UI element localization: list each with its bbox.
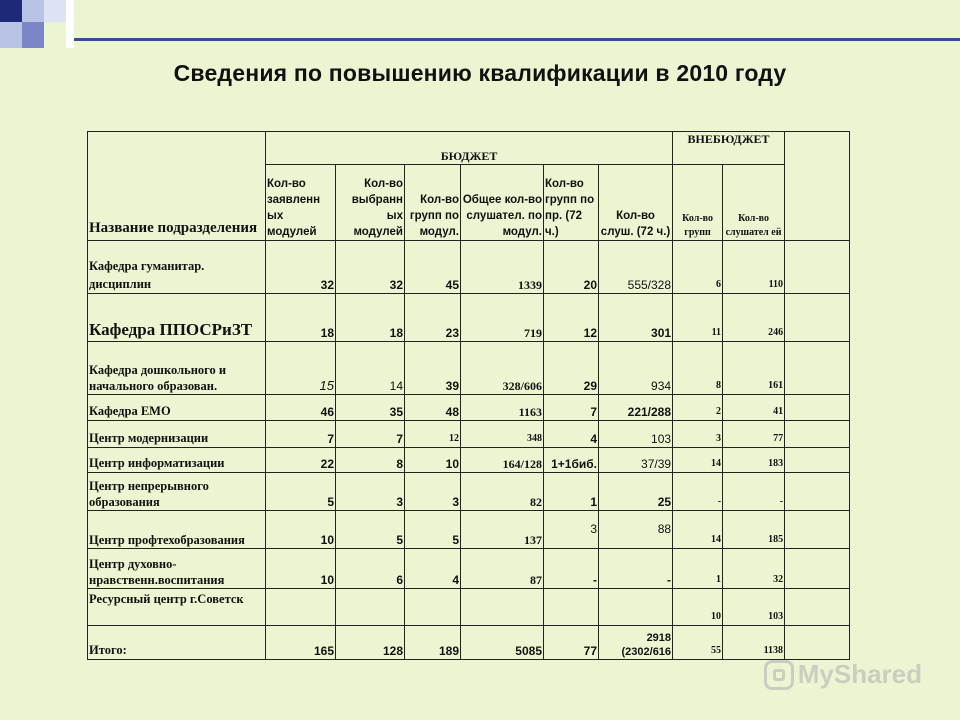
cell: 6	[673, 241, 723, 294]
cell: 3	[405, 473, 461, 511]
cell: 7	[266, 421, 336, 448]
cell: 55	[673, 626, 723, 660]
cell: 301	[599, 294, 673, 342]
empty-cell	[785, 342, 850, 395]
cell: 719	[461, 294, 544, 342]
cell	[336, 589, 405, 626]
table-row	[88, 448, 850, 473]
table-row	[88, 421, 850, 448]
row-name: Ресурсный центр г.Советск	[88, 589, 266, 626]
empty-cell	[785, 448, 850, 473]
cell: 32	[266, 241, 336, 294]
budget-header: БЮДЖЕТ	[266, 132, 673, 165]
cell: 5	[266, 473, 336, 511]
cell: 41	[723, 395, 785, 421]
cell: 37/39	[599, 448, 673, 473]
cell: 14	[673, 448, 723, 473]
cell: 48	[405, 395, 461, 421]
header-row-top	[88, 132, 850, 165]
cell: 246	[723, 294, 785, 342]
empty-cell	[785, 511, 850, 549]
cell: 10	[405, 448, 461, 473]
cell: 5	[405, 511, 461, 549]
cell	[405, 589, 461, 626]
cell: 77	[544, 626, 599, 660]
empty-cell	[785, 473, 850, 511]
cell: 128	[336, 626, 405, 660]
table-row	[88, 511, 850, 549]
row-name: Центр информатизации	[88, 448, 266, 473]
top-divider	[74, 38, 960, 41]
watermark	[764, 659, 922, 690]
decor-square	[66, 0, 74, 48]
cell: 14	[673, 511, 723, 549]
cell: 348	[461, 421, 544, 448]
row-name: Кафедра ЕМО	[88, 395, 266, 421]
cell: 2918 (2302/616	[599, 626, 673, 660]
cell: 103	[599, 421, 673, 448]
cell: 110	[723, 241, 785, 294]
col-header: Кол-во слушател ей	[723, 165, 785, 241]
row-name: Центр модернизации	[88, 421, 266, 448]
name-header-label: Название подразделения	[89, 220, 258, 236]
cell: -	[599, 549, 673, 589]
table-row	[88, 294, 850, 342]
col-header: Кол-во групп по пр. (72 ч.)	[544, 165, 599, 241]
cell: 1	[544, 473, 599, 511]
cell: 87	[461, 549, 544, 589]
qualification-table	[87, 131, 850, 660]
cell: 12	[544, 294, 599, 342]
cell: 3	[673, 421, 723, 448]
cell: 46	[266, 395, 336, 421]
cell: 82	[461, 473, 544, 511]
empty-header-cell	[785, 132, 850, 241]
cell: 45	[405, 241, 461, 294]
cell: 137	[461, 511, 544, 549]
cell	[544, 589, 599, 626]
decor-square	[0, 22, 22, 48]
table-row	[88, 549, 850, 589]
cell: 8	[336, 448, 405, 473]
cell: 32	[336, 241, 405, 294]
cell: 1339	[461, 241, 544, 294]
cell: 10	[673, 589, 723, 626]
decor-square	[22, 22, 44, 48]
table-row-total	[88, 626, 850, 660]
row-name: Центр духовно-нравственн.воспитания	[88, 549, 266, 589]
extrabudget-header: ВНЕБЮДЖЕТ	[673, 132, 785, 165]
cell: -	[723, 473, 785, 511]
cell: 32	[723, 549, 785, 589]
cell: 18	[266, 294, 336, 342]
cell: 11	[673, 294, 723, 342]
cell: 2	[673, 395, 723, 421]
cell: 7	[544, 395, 599, 421]
cell: 10	[266, 511, 336, 549]
cell: 555/328	[599, 241, 673, 294]
cell: 10	[266, 549, 336, 589]
cell: 5085	[461, 626, 544, 660]
empty-cell	[785, 549, 850, 589]
cell: 22	[266, 448, 336, 473]
row-name: Кафедра ППОСРиЗТ	[88, 294, 266, 342]
table-row	[88, 342, 850, 395]
cell: 23	[405, 294, 461, 342]
cell: 183	[723, 448, 785, 473]
cell: 4	[544, 421, 599, 448]
cell: 4	[405, 549, 461, 589]
empty-cell	[785, 395, 850, 421]
empty-cell	[785, 626, 850, 660]
cell: -	[673, 473, 723, 511]
cell: 39	[405, 342, 461, 395]
row-name: Кафедра дошкольного и начального образован.	[88, 342, 266, 395]
row-name: Кафедра гуманитар. дисциплин	[88, 241, 266, 294]
cell: 15	[266, 342, 336, 395]
empty-cell	[785, 421, 850, 448]
col-header: Кол-во групп по модул.	[405, 165, 461, 241]
empty-cell	[785, 241, 850, 294]
cell: 35	[336, 395, 405, 421]
cell: 161	[723, 342, 785, 395]
cell: 6	[336, 549, 405, 589]
table-row	[88, 589, 850, 626]
cell: 88	[599, 511, 673, 549]
cell	[599, 589, 673, 626]
col-header: Кол-во групп	[673, 165, 723, 241]
cell: 12	[405, 421, 461, 448]
cell: 29	[544, 342, 599, 395]
cell: 103	[723, 589, 785, 626]
cell: 14	[336, 342, 405, 395]
cell: 18	[336, 294, 405, 342]
cell: 77	[723, 421, 785, 448]
page-title: Сведения по повышению квалификации в 2010 году	[173, 60, 787, 86]
col-header: Кол-во слуш. (72 ч.)	[599, 165, 673, 241]
cell: 189	[405, 626, 461, 660]
name-header	[88, 132, 266, 241]
cell: 20	[544, 241, 599, 294]
row-name: Итого:	[88, 626, 266, 660]
cell: 164/128	[461, 448, 544, 473]
cell: 934	[599, 342, 673, 395]
col-header: Кол-во выбранн ых модулей	[336, 165, 405, 241]
cell: 8	[673, 342, 723, 395]
cell: 25	[599, 473, 673, 511]
row-name: Центр профтехобразования	[88, 511, 266, 549]
empty-cell	[785, 294, 850, 342]
cell: 3	[336, 473, 405, 511]
empty-cell	[785, 589, 850, 626]
cell: 3	[544, 511, 599, 549]
cell	[266, 589, 336, 626]
cell: 1	[673, 549, 723, 589]
cell: 5	[336, 511, 405, 549]
col-header: Общее кол-во слушател. по модул.	[461, 165, 544, 241]
cell: 165	[266, 626, 336, 660]
decor-square	[0, 0, 22, 22]
cell: 1163	[461, 395, 544, 421]
table-row	[88, 395, 850, 421]
decor-square	[22, 0, 44, 22]
cell: 221/288	[599, 395, 673, 421]
cell: 1+1биб.	[544, 448, 599, 473]
cell	[461, 589, 544, 626]
table-row	[88, 241, 850, 294]
cell: 185	[723, 511, 785, 549]
watermark-text: MyShared	[797, 659, 922, 689]
col-header: Кол-во заявленн ых модулей	[266, 165, 336, 241]
cell: 7	[336, 421, 405, 448]
row-name: Центр непрерывного образования	[88, 473, 266, 511]
cell: 1138	[723, 626, 785, 660]
myshared-logo-icon	[764, 660, 794, 690]
cell: 328/606	[461, 342, 544, 395]
cell: -	[544, 549, 599, 589]
table-row	[88, 473, 850, 511]
